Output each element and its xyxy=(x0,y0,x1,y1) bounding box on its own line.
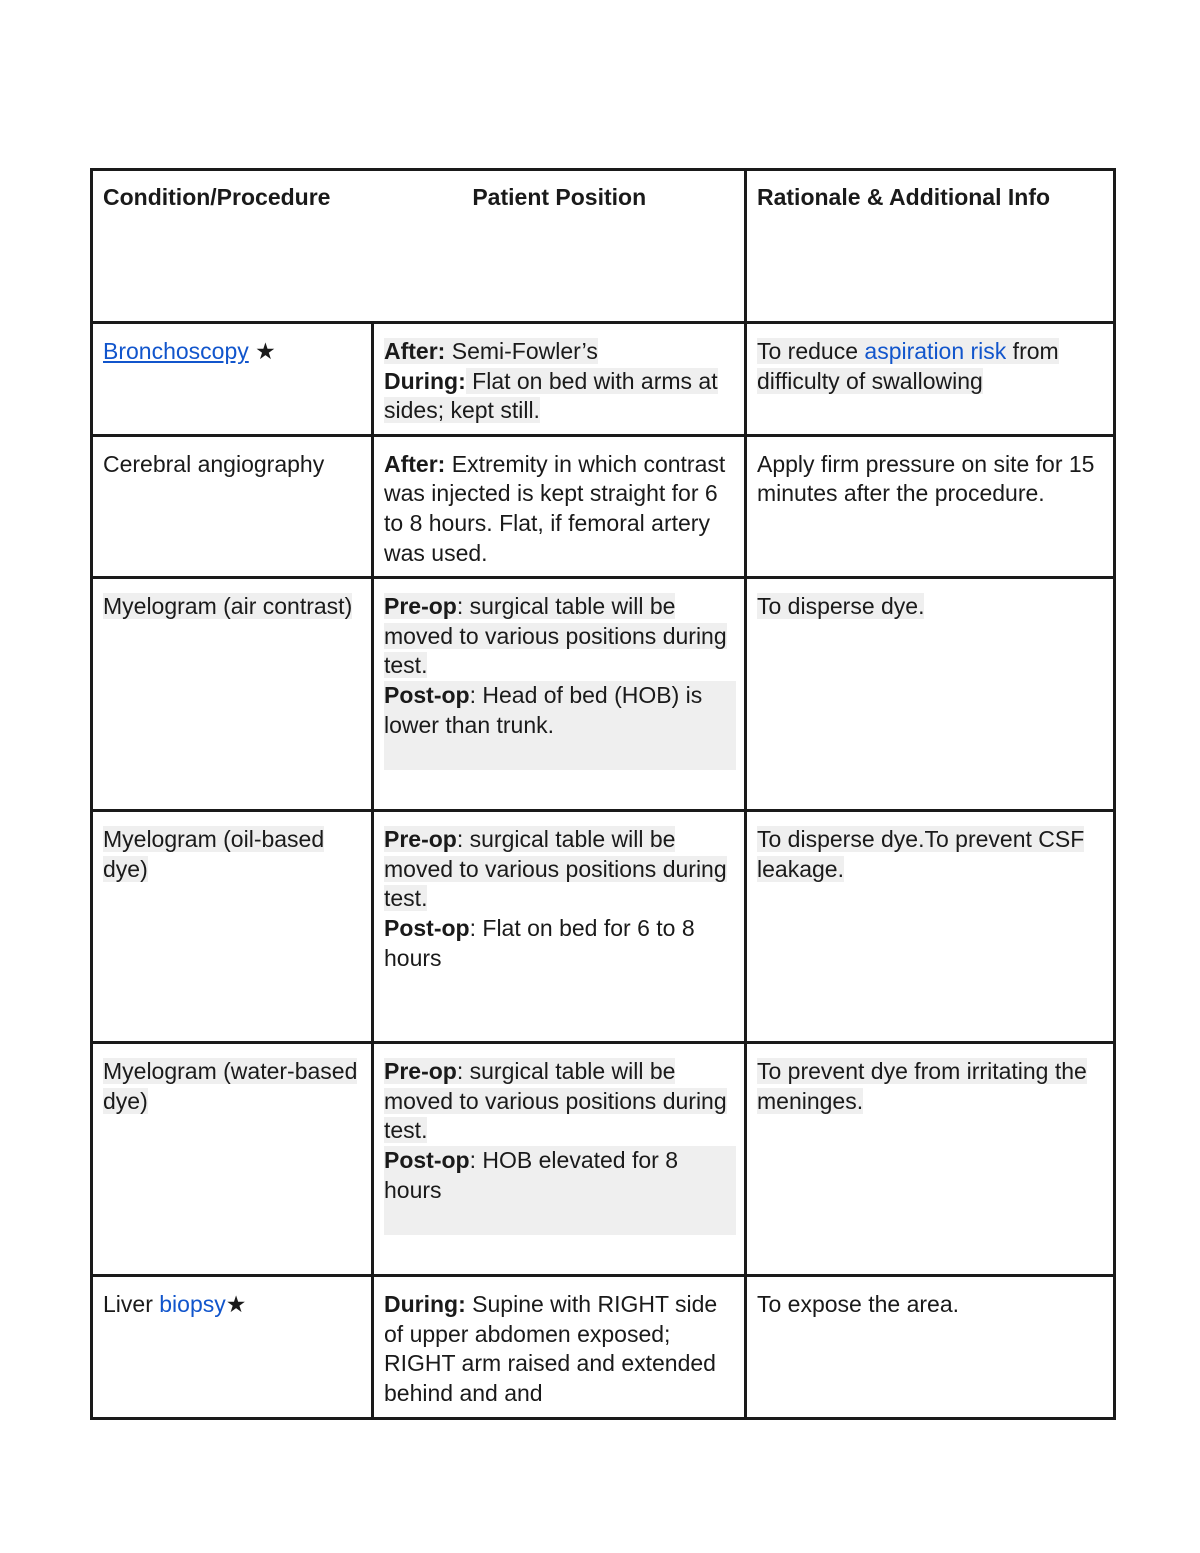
position-cell xyxy=(373,435,746,577)
star-icon: ★ xyxy=(225,1291,247,1318)
condition-text: Myelogram (oil-based dye) xyxy=(103,826,325,882)
header-condition: Condition/Procedure xyxy=(92,170,373,323)
position-cell xyxy=(373,1276,746,1418)
table-row xyxy=(92,1043,1115,1276)
table-row xyxy=(92,1276,1115,1418)
aspiration-risk-link[interactable]: aspiration risk xyxy=(864,338,1007,364)
position-label: Post-op xyxy=(384,681,470,708)
rationale-text: To disperse dye.To prevent CSF leakage. xyxy=(757,826,1085,882)
position-text: Supine with RIGHT side of upper abdomen exposed; RIGHT arm raised and extended behind and and xyxy=(384,1291,718,1406)
position-label: Pre-op xyxy=(384,593,457,620)
position-cell xyxy=(373,323,746,436)
position-text: Flat on bed with arms at sides; kept still. xyxy=(384,367,718,424)
positions-table xyxy=(90,168,1116,1420)
table-row xyxy=(92,811,1115,1043)
position-text: : surgical table will be moved to various positions during test. xyxy=(384,1058,727,1144)
rationale-cell: To expose the area. xyxy=(746,1276,1115,1418)
table-row xyxy=(92,435,1115,577)
condition-cell xyxy=(92,1276,373,1418)
position-cell xyxy=(373,578,746,811)
position-cell xyxy=(373,1043,746,1276)
condition-cell xyxy=(92,1043,373,1276)
table-header-row xyxy=(92,170,1115,323)
rationale-cell xyxy=(746,1043,1115,1276)
rationale-text: To prevent dye from irritating the meninges. xyxy=(757,1058,1087,1114)
position-label: During: xyxy=(384,367,466,394)
condition-text: Liver xyxy=(103,1291,160,1318)
position-label: During: xyxy=(384,1291,466,1318)
position-label: Post-op xyxy=(384,914,470,941)
star-icon: ★ xyxy=(255,338,276,364)
position-text: : HOB elevated for 8 hours xyxy=(384,1146,678,1203)
header-rationale: Rationale & Additional Info xyxy=(746,170,1115,323)
condition-cell xyxy=(92,323,373,436)
condition-text: Myelogram (water-based dye) xyxy=(103,1058,358,1114)
position-text: : surgical table will be moved to various positions during test. xyxy=(384,826,727,912)
position-text: : surgical table will be moved to various positions during test. xyxy=(384,593,727,679)
position-text: Extremity in which contrast was injected is kept straight for 6 to 8 hours. Flat, if femoral artery was used. xyxy=(384,450,726,566)
position-label: Post-op xyxy=(384,1146,470,1173)
table-row xyxy=(92,323,1115,436)
position-text: : Flat on bed for 6 to 8 hours xyxy=(384,914,695,971)
rationale-cell xyxy=(746,323,1115,436)
condition-cell xyxy=(92,578,373,811)
rationale-text: from difficulty of swallowing xyxy=(757,338,1059,394)
position-cell xyxy=(373,811,746,1043)
position-label: After: xyxy=(384,450,446,477)
position-label: Pre-op xyxy=(384,826,457,853)
rationale-text: To disperse dye. xyxy=(757,593,925,620)
position-label: Pre-op xyxy=(384,1058,457,1085)
position-label: After: xyxy=(384,338,446,364)
position-text: Semi-Fowler’s xyxy=(445,338,598,364)
position-text: : Head of bed (HOB) is lower than trunk. xyxy=(384,681,703,738)
condition-cell xyxy=(92,811,373,1043)
rationale-text: To reduce xyxy=(757,338,865,364)
bronchoscopy-link[interactable]: Bronchoscopy xyxy=(103,338,249,364)
rationale-cell: Apply firm pressure on site for 15 minutes after the procedure. xyxy=(746,435,1115,577)
table-row xyxy=(92,578,1115,811)
rationale-cell xyxy=(746,578,1115,811)
biopsy-link[interactable]: biopsy xyxy=(159,1291,226,1318)
condition-cell: Cerebral angiography xyxy=(92,435,373,577)
rationale-cell xyxy=(746,811,1115,1043)
condition-text: Myelogram (air contrast) xyxy=(103,593,353,620)
header-position: Patient Position xyxy=(373,170,746,323)
